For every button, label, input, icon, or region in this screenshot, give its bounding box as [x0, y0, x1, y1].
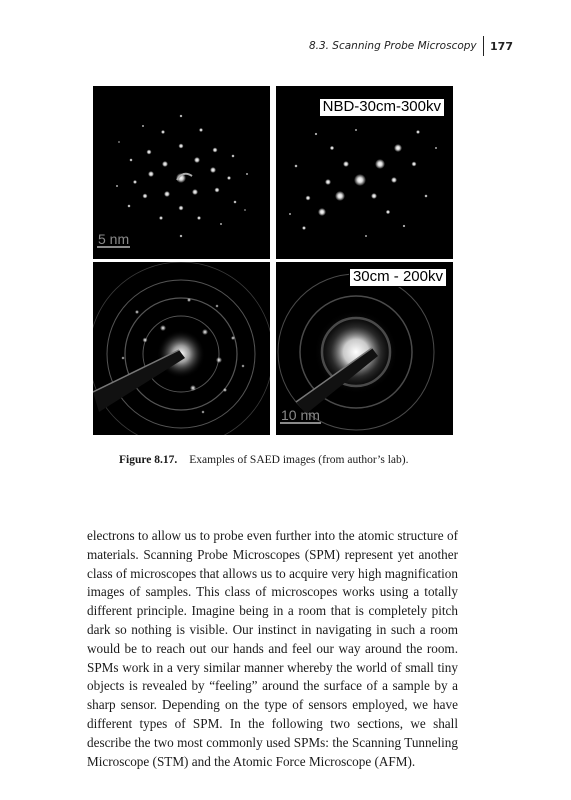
- panel-label: 30cm - 200kv: [349, 268, 447, 287]
- caption-text: Examples of SAED images (from author’s lab).: [189, 454, 409, 466]
- panel-label: NBD-30cm-300kv: [319, 98, 445, 117]
- figure-caption: [119, 454, 408, 466]
- figure-number: Figure 8.17.: [119, 454, 178, 466]
- header-divider: [483, 36, 484, 56]
- scale-bar-label: 5 nm: [98, 231, 130, 247]
- saed-image-top-right: [276, 86, 453, 259]
- scale-bar-label: 10 nm: [281, 407, 320, 423]
- section-title: 8.3. Scanning Probe Microscopy: [308, 40, 477, 52]
- page-number: 177: [490, 39, 513, 53]
- saed-image-bottom-left: [93, 262, 270, 435]
- saed-image-bottom-right: [276, 262, 453, 435]
- saed-image-top-left: [93, 86, 270, 259]
- body-paragraph: electrons to allow us to probe even further into the atomic structure of materials. Scanning Probe Microscopes (SPM) represent yet another class of microscopes that allows us to acquire very high magnification images of samples. This class of microscopes works using a totally different principle. Imagine being in a room that is completely pitch dark so nothing is visible. Our instinct in navigating in such a room would be to reach out our hands and feel our way around the room. SPMs work in a very similar manner whereby the world of small tiny objects is revealed by “feeling” around the surface of a sample by a sharp sensor. Depending on the type of sensors employed, we have different types of SPM. In the following two sections, we shall describe the two most commonly used SPMs: the Scanning Tunneling Microscope (STM) and the Atomic Force Microscope (AFM).: [87, 528, 458, 769]
- running-head: [309, 36, 513, 56]
